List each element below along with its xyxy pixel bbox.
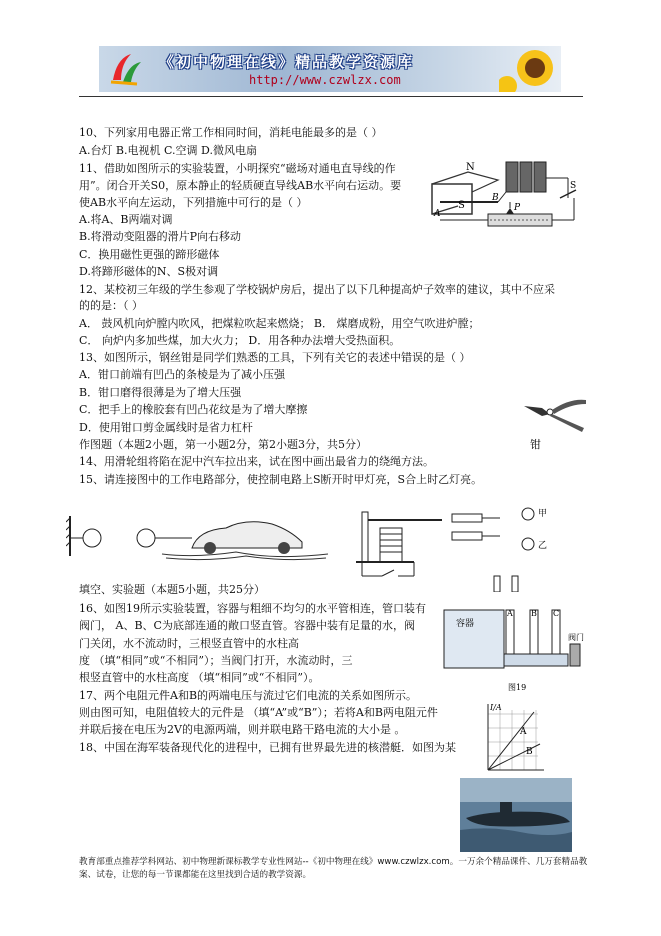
question-line: B.将滑动变阻器的滑片P向右移动 bbox=[79, 230, 241, 243]
iu-graph-figure bbox=[468, 700, 548, 780]
question-line: 15、请连接图中的工作电路部分，使控制电路上S断开时甲灯亮，S合上时乙灯亮。 bbox=[79, 473, 483, 486]
lamp-yi-label: 乙 bbox=[538, 541, 548, 551]
question-line: 度 （填“相同”或“不相同”）；当阀门打开，水流动时，三 bbox=[79, 654, 353, 667]
banner-title: 《初中物理在线》精品教学资源库 bbox=[159, 53, 415, 71]
graph-B-label: B bbox=[526, 747, 533, 757]
question-line: 13、如图所示，钢丝钳是同学们熟悉的工具，下列有关它的表述中错误的是（ ） bbox=[79, 351, 471, 364]
label-P: P bbox=[514, 203, 521, 213]
header-rule bbox=[79, 96, 583, 97]
sunflower-icon bbox=[499, 46, 559, 92]
magnet-circuit-figure bbox=[428, 158, 580, 240]
tube-B-label: B bbox=[531, 609, 537, 618]
question-line: A.台灯 B.电视机 C.空调 D.微风电扇 bbox=[79, 144, 257, 157]
label-S: S bbox=[458, 200, 465, 211]
question-line: 使AB水平向左运动，下列措施中可行的是（ ） bbox=[79, 196, 308, 209]
question-line: 作图题（本题2小题，第一小题2分，第2小题3分，共5分） bbox=[79, 438, 367, 451]
question-line: 17、两个电阻元件A和B的两端电压与流过它们电流的关系如图所示。 bbox=[79, 689, 418, 702]
question-line: 阀门， A、B、C为底部连通的敞口竖直管。容器中装有足量的水，阀 bbox=[79, 619, 415, 632]
question-line: 14、用滑轮组将陷在泥中汽车拉出来，试在图中画出最省力的绕绳方法。 bbox=[79, 455, 434, 468]
graph-axis-I: I/A bbox=[490, 703, 502, 712]
label-B: B bbox=[492, 193, 499, 203]
relay-circuit-figure bbox=[352, 498, 562, 592]
question-line: 并联后接在电压为2V的电源两端，则并联电路干路电流的大小是 。 bbox=[79, 723, 406, 736]
vessel-tubes-figure bbox=[440, 604, 590, 696]
site-banner bbox=[99, 46, 561, 92]
tube-C-label: C bbox=[553, 609, 560, 618]
banner-url: http://www.czwlzx.com bbox=[249, 73, 401, 87]
pliers-figure bbox=[522, 392, 590, 454]
submarine-photo bbox=[460, 778, 572, 852]
question-line: B．钳口磨得很薄是为了增大压强 bbox=[79, 386, 242, 399]
question-line: 12、某校初三年级的学生参观了学校锅炉房后，提出了以下几种提高炉子效率的建议，其中不应采 bbox=[79, 283, 555, 296]
car-pulley-figure bbox=[66, 508, 332, 562]
question-line: 用”。闭合开关S0，原本静止的轻质硬直导线AB水平向右运动。要 bbox=[79, 179, 402, 192]
question-line: 根竖直管中的水柱高度 （填“相同”或“不相同”）。 bbox=[79, 671, 320, 684]
fig19-caption: 图19 bbox=[508, 683, 527, 692]
graph-A-label: A bbox=[520, 727, 527, 737]
question-line: 的的是：（ ） bbox=[79, 299, 143, 312]
question-line: 18、中国在海军装备现代化的进程中，已拥有世界最先进的核潜艇．如图为某 bbox=[79, 741, 456, 754]
question-line: A．钳口前端有凹凸的条棱是为了减小压强 bbox=[79, 368, 285, 381]
question-line: C． 向炉内多加些煤，加大火力； D．用各种办法增大受热面积。 bbox=[79, 334, 401, 347]
lamp-jia-label: 甲 bbox=[538, 509, 548, 519]
tube-A-label: A bbox=[507, 609, 513, 618]
label-switch: S bbox=[570, 181, 577, 191]
page-footer: 教育部重点推荐学科网站、初中物理新课标教学专业性网站--《初中物理在线》www.czwlzx.com。一万余个精品课件、几万套精品教案、试卷，让您的每一节课都能在这里找到合适的教学资源。 bbox=[79, 857, 588, 880]
question-line: 16、如图19所示实验装置，容器与粗细不均匀的水平管相连，管口装有 bbox=[79, 602, 426, 615]
vessel-label: 容器 bbox=[456, 619, 475, 629]
site-logo-icon bbox=[107, 50, 145, 88]
question-line: D．使用钳口剪金属线时是省力杠杆 bbox=[79, 421, 253, 434]
label-A: A bbox=[434, 209, 441, 219]
label-N: N bbox=[466, 162, 475, 173]
valve-label: 阀门 bbox=[568, 633, 584, 642]
pliers-caption: 钳 bbox=[530, 438, 541, 451]
question-line: A.将A、B两端对调 bbox=[79, 213, 173, 226]
question-line: 则由图可知，电阻值较大的元件是 （填“A”或“B”）；若将A和B两电阻元件 bbox=[79, 706, 438, 719]
question-line: 门关闭，水不流动时，三根竖直管中的水柱高 bbox=[79, 637, 299, 650]
question-line: 11、借助如图所示的实验装置，小明探究“磁场对通电直导线的作 bbox=[79, 162, 396, 175]
question-line: D.将蹄形磁体的N、S极对调 bbox=[79, 265, 219, 278]
question-line: C．换用磁性更强的蹄形磁体 bbox=[79, 248, 220, 261]
question-line: 填空、实验题（本题5小题，共25分） bbox=[79, 583, 265, 596]
question-line: A． 鼓风机向炉膛内吹风，把煤粒吹起来燃烧； B． 煤磨成粉，用空气吹进炉膛； bbox=[79, 317, 480, 330]
question-line: C．把手上的橡胶套有凹凸花纹是为了增大摩擦 bbox=[79, 403, 308, 416]
question-line: 10、下列家用电器正常工作相同时间，消耗电能最多的是（ ） bbox=[79, 126, 383, 139]
